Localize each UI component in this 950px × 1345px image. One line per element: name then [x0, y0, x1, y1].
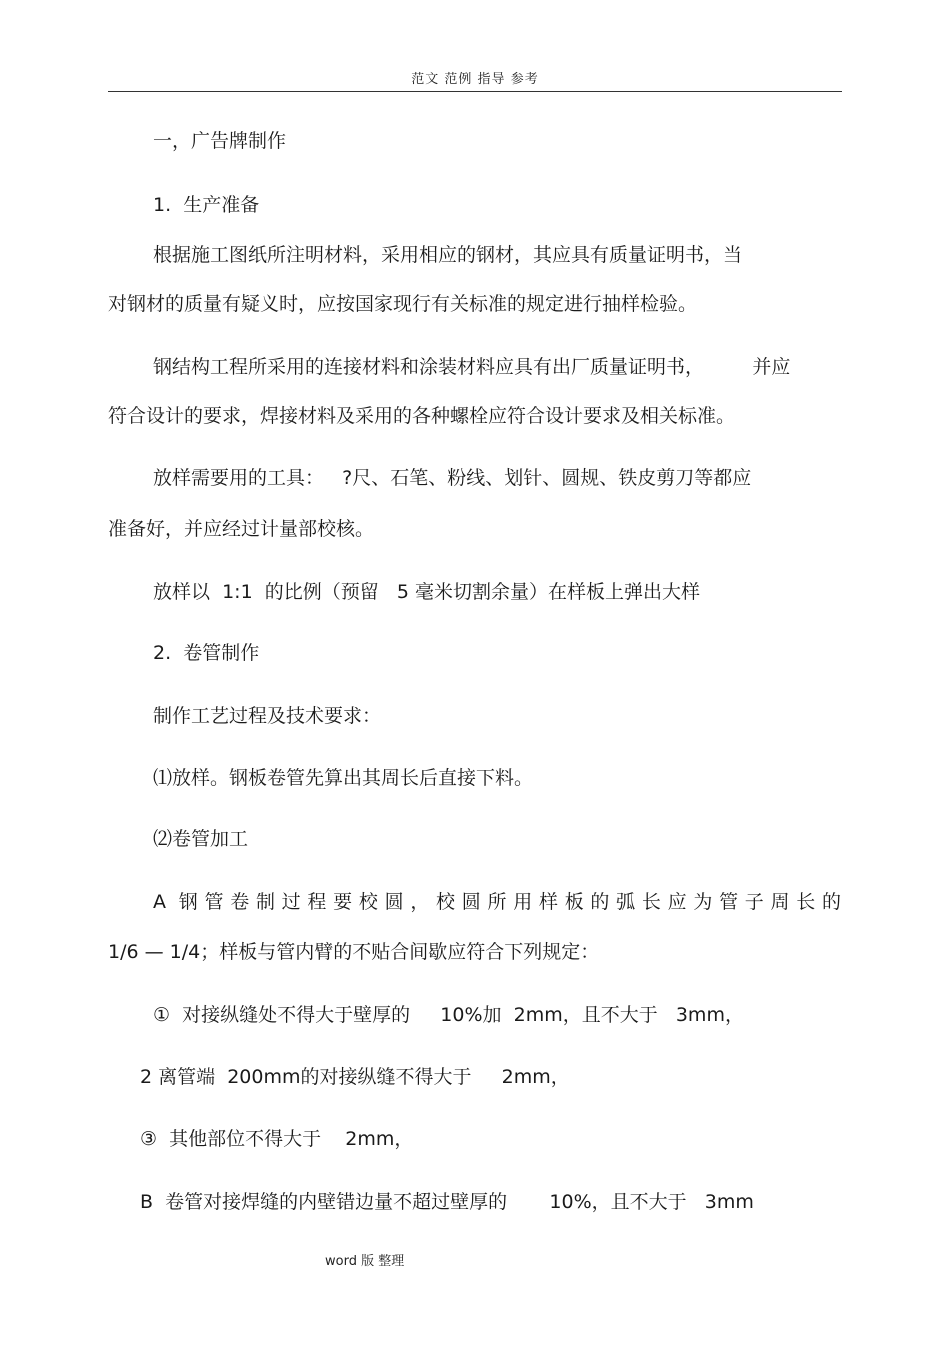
list-item: ① 对接纵缝处不得大于壁厚的 10%加 2mm，且不大于 3mm， [153, 1004, 744, 1026]
subsection-heading: 2. 卷管制作 [153, 642, 260, 664]
list-item: 2 离管端 200mm的对接纵缝不得大于 2mm， [140, 1066, 570, 1088]
paragraph-line: 准备好，并应经过计量部校核。 [108, 518, 375, 540]
paragraph-line: B 卷管对接焊缝的内壁错边量不超过壁厚的 10%，且不大于 3mm [140, 1191, 754, 1213]
subsection-heading: 1. 生产准备 [153, 194, 260, 216]
page-header: 范文 范例 指导 参考 [411, 72, 539, 87]
section-heading: 一，广告牌制作 [153, 130, 287, 152]
page-footer: word 版 整理 [325, 1254, 405, 1269]
header-rule [108, 91, 842, 92]
paragraph-line: 1/6 — 1/4；样板与管内臂的不贴合间歇应符合下列规定： [108, 941, 600, 963]
paragraph-line: 对钢材的质量有疑义时，应按国家现行有关标准的规定进行抽样检验。 [108, 293, 698, 315]
paragraph-line: 放样需要用的工具： ?尺、石笔、粉线、划针、圆规、铁皮剪刀等都应 [153, 467, 752, 489]
paragraph-line: 根据施工图纸所注明材料，采用相应的钢材，其应具有质量证明书，当 [153, 244, 743, 266]
list-item: ⑴放样。钢板卷管先算出其周长后直接下料。 [153, 767, 534, 789]
paragraph-line: A 钢管卷制过程要校圆，校圆所用样板的弧长应为管子周长的 [153, 891, 841, 913]
paragraph-line: 放样以 1:1 的比例（预留 5 毫米切割余量）在样板上弹出大样 [153, 581, 700, 603]
paragraph-line: 符合设计的要求，焊接材料及采用的各种螺栓应符合设计要求及相关标准。 [108, 405, 736, 427]
list-item: ⑵卷管加工 [153, 828, 249, 850]
paragraph-line: 钢结构工程所采用的连接材料和涂装材料应具有出厂质量证明书， 并应 [153, 356, 791, 378]
list-item: ③ 其他部位不得大于 2mm， [140, 1128, 414, 1150]
paragraph-line: 制作工艺过程及技术要求： [153, 705, 382, 727]
